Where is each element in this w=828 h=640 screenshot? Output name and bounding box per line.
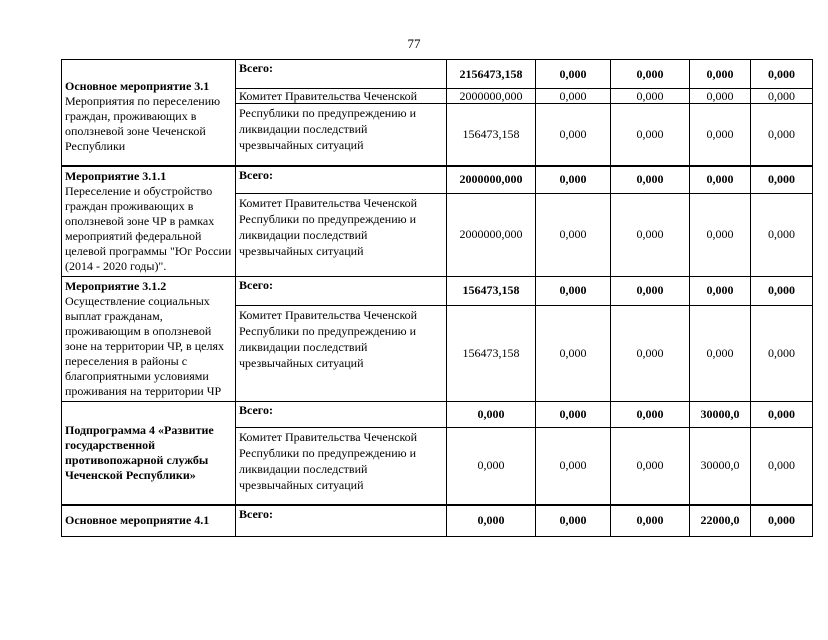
- activity-name-cell: [62, 60, 236, 166]
- executor-cell: Комитет Правительства Чеченской Республики по предупреждению и ликвидации последствий чрезвычайных ситуаций: [236, 193, 447, 276]
- value-cell: 2000000,000: [447, 193, 536, 276]
- executor-cell: Комитет Правительства Чеченской: [236, 89, 447, 104]
- value-cell: 0,000: [611, 166, 690, 194]
- value-cell: 0,000: [536, 166, 611, 194]
- value-cell: 0,000: [536, 427, 611, 505]
- value-cell: 0,000: [751, 305, 813, 401]
- value-cell: 0,000: [751, 89, 813, 104]
- value-cell: 0,000: [690, 193, 751, 276]
- value-cell: 0,000: [536, 305, 611, 401]
- value-cell: 0,000: [690, 276, 751, 305]
- value-cell: 22000,0: [690, 505, 751, 536]
- value-cell: 30000,0: [690, 401, 751, 427]
- total-label: Всего:: [236, 505, 447, 536]
- value-cell: 0,000: [611, 401, 690, 427]
- page-number: 77: [407, 36, 421, 51]
- value-cell: 0,000: [690, 89, 751, 104]
- value-cell: 0,000: [751, 505, 813, 536]
- value-cell: 0,000: [611, 193, 690, 276]
- activity-name-cell: [62, 166, 236, 277]
- value-cell: 156473,158: [447, 305, 536, 401]
- value-cell: 0,000: [536, 60, 611, 89]
- total-label: Всего:: [236, 276, 447, 305]
- value-cell: 0,000: [690, 104, 751, 166]
- value-cell: 0,000: [690, 60, 751, 89]
- value-cell: 0,000: [690, 305, 751, 401]
- value-cell: 0,000: [751, 276, 813, 305]
- table-row: [62, 401, 813, 427]
- value-cell: 0,000: [611, 276, 690, 305]
- executor-cell: Комитет Правительства Чеченской Республики по предупреждению и ликвидации последствий чрезвычайных ситуаций: [236, 427, 447, 505]
- value-cell: 30000,0: [690, 427, 751, 505]
- activity-title: Мероприятие 3.1.2: [65, 278, 167, 293]
- activity-description: Мероприятия по переселению граждан, проживающих в оползневой зоне Чеченской Республики: [65, 93, 221, 153]
- value-cell: 0,000: [447, 401, 536, 427]
- activity-description: Переселение и обустройство граждан проживающих в оползневой зоне ЧР в рамках мероприятий федеральной целевой программы "Юг России (2014 - 2020 годы)".: [65, 183, 232, 273]
- table-row: [62, 505, 813, 536]
- activity-title: Мероприятие 3.1.1: [65, 168, 167, 183]
- total-label: Всего:: [236, 60, 447, 89]
- subprogram-title: Подпрограмма 4 «Развитие государственной противопожарной службы Чеченской Республики»: [65, 422, 214, 482]
- value-cell: 156473,158: [447, 276, 536, 305]
- executor-cell: Комитет Правительства Чеченской Республики по предупреждению и ликвидации последствий чрезвычайных ситуаций: [236, 305, 447, 401]
- value-cell: 0,000: [611, 60, 690, 89]
- value-cell: 0,000: [536, 193, 611, 276]
- value-cell: 0,000: [611, 427, 690, 505]
- value-cell: 0,000: [611, 505, 690, 536]
- activity-name-cell: [62, 505, 236, 536]
- total-label: Всего:: [236, 166, 447, 194]
- value-cell: 0,000: [751, 104, 813, 166]
- subprogram-name-cell: [62, 401, 236, 505]
- value-cell: 2156473,158: [447, 60, 536, 89]
- value-cell: 0,000: [611, 305, 690, 401]
- value-cell: 0,000: [536, 276, 611, 305]
- value-cell: 156473,158: [447, 104, 536, 166]
- value-cell: 0,000: [751, 193, 813, 276]
- activity-title: Основное мероприятие 4.1: [65, 513, 210, 528]
- value-cell: 0,000: [751, 60, 813, 89]
- value-cell: 0,000: [690, 166, 751, 194]
- value-cell: 0,000: [611, 104, 690, 166]
- value-cell: 0,000: [611, 89, 690, 104]
- value-cell: 0,000: [751, 166, 813, 194]
- value-cell: 0,000: [447, 427, 536, 505]
- executor-cell: Республики по предупреждению и ликвидации последствий чрезвычайных ситуаций: [236, 104, 447, 166]
- activity-title: Основное мероприятие 3.1: [65, 78, 210, 93]
- value-cell: 0,000: [536, 401, 611, 427]
- value-cell: 0,000: [536, 89, 611, 104]
- value-cell: 2000000,000: [447, 89, 536, 104]
- table-row: [62, 276, 813, 305]
- table-row: [62, 166, 813, 194]
- table-row: [62, 60, 813, 89]
- activity-description: Осуществление социальных выплат гражданам, проживающим в оползневой зоне на территории ЧР, в целях переселения в районы с благоприятными условиями проживания на территории ЧР: [65, 293, 224, 398]
- budget-table: [61, 59, 813, 537]
- value-cell: 0,000: [536, 505, 611, 536]
- value-cell: 0,000: [536, 104, 611, 166]
- value-cell: 0,000: [751, 427, 813, 505]
- total-label: Всего:: [236, 401, 447, 427]
- value-cell: 2000000,000: [447, 166, 536, 194]
- value-cell: 0,000: [447, 505, 536, 536]
- value-cell: 0,000: [751, 401, 813, 427]
- activity-name-cell: [62, 276, 236, 401]
